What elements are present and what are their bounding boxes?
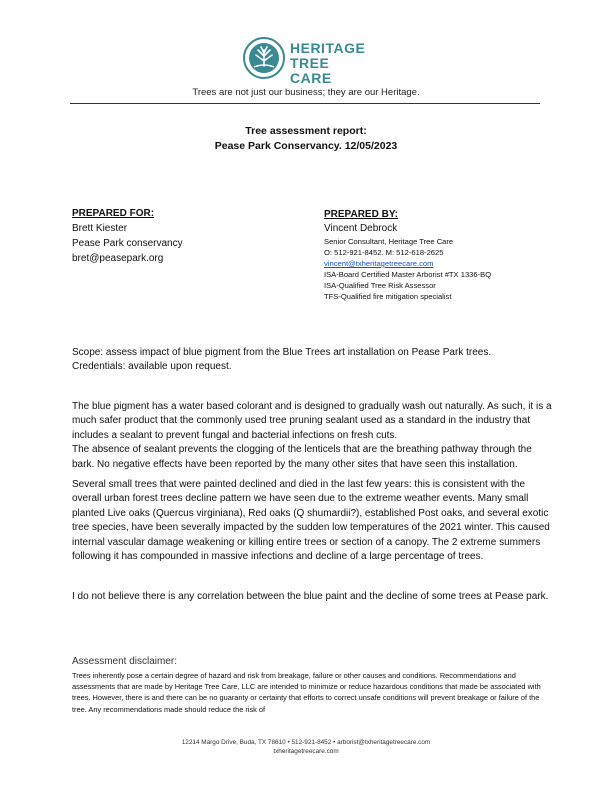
report-title (0, 124, 612, 154)
credential-item: ISA-Board Certified Master Arborist #TX 1336-BQ (324, 270, 492, 279)
client-organization: Pease Park conservancy (72, 238, 183, 249)
consultant-phones: O: 512-921-8452. M: 512-618-2625 (324, 248, 444, 257)
brand-name (290, 41, 372, 86)
page-footer (0, 738, 612, 756)
consultant-name: Vincent Debrock (324, 223, 398, 234)
title-line-1: Tree assessment report: (245, 125, 367, 137)
tree-roots-icon (242, 36, 286, 80)
header-divider (70, 103, 540, 104)
footer-website[interactable]: txheritagetreecare.com (273, 748, 339, 755)
paragraph-sealant: The absence of sealant prevents the clogging of the lenticels that are the breathing pathway through the bark. No negative effects have been reported by the many other sites that have seen this installation. (72, 444, 532, 470)
prepared-by-block (324, 208, 491, 302)
paragraph-decline: Several small trees that were painted declined and died in the last few years: this is consistent with the overall urban forest trees decline pattern we have seen due to the extreme weather events. Many small planted Live oaks (Quercus virginiana), Red oaks (Q shumardii?), established Post oaks, and several exotic tree species, have been severally impacted by the sudden low temperatures of the 2021 winter. This caused internal vascular damage weakening or killing entire trees or section of a canopy. The 2 extreme summers following it has compounded in massive infections and decline of a large percentage of trees. (72, 479, 550, 563)
footer-address: 12214 Margo Drive, Buda, TX 78610 • 512-921-8452 • arborist@txheritagetreecare.com (181, 739, 431, 746)
prepared-for-block (72, 206, 183, 266)
paragraph-pigment: The blue pigment has a water based colorant and is designed to gradually wash out naturally. As such, it is a much safer product that the commonly used tree pruning sealant used as a standard in the industry that includes a sealant to prevent fungal and bacterial infections on fresh cuts. (72, 401, 552, 441)
client-email: bret@peasepark.org (72, 253, 164, 264)
disclaimer-heading: Assessment disclaimer: (72, 656, 178, 667)
scope-section (72, 346, 552, 375)
consultant-title: Senior Consultant, Heritage Tree Care (324, 237, 454, 246)
decline-section (72, 478, 552, 564)
conclusion-section (72, 590, 552, 604)
credentials-line: Credentials: available upon request. (72, 361, 232, 373)
brand-line-2: TREE CARE (290, 55, 332, 86)
credential-item: TFS-Qualified fire mitigation specialist (324, 292, 452, 301)
client-name: Brett Kiester (72, 223, 128, 234)
company-logo (242, 36, 372, 86)
tagline: Trees are not just our business; they are our Heritage. (192, 87, 420, 98)
credential-item: ISA-Qualified Tree Risk Assessor (324, 281, 436, 290)
brand-line-1: HERITAGE (290, 40, 366, 56)
paragraph-conclusion: I do not believe there is any correlation between the blue paint and the decline of some trees at Pease park. (72, 591, 549, 602)
consultant-email-link[interactable]: vincent@txheritagetreecare.com (324, 259, 434, 268)
prepared-for-heading: PREPARED FOR: (72, 208, 155, 219)
disclaimer-text: Trees inherently pose a certain degree of hazard and risk from breakage, failure or other causes and conditions. Recommendations and assessments that are made by Heritage Tree Care, LLC are intended to minimize or reduce hazardous conditions that made be associated with trees. However, there is and there can be no guaranty or certainty that efforts to correct unsafe conditions will prevent breakage or failure of the tree. Any recommendations made should reduce the risk of (72, 671, 541, 714)
title-line-2: Pease Park Conservancy. 12/05/2023 (214, 140, 398, 152)
findings-section (72, 400, 552, 472)
scope-line: Scope: assess impact of blue pigment from the Blue Trees art installation on Pease Park trees. (72, 347, 492, 358)
prepared-by-heading: PREPARED BY: (324, 209, 399, 220)
